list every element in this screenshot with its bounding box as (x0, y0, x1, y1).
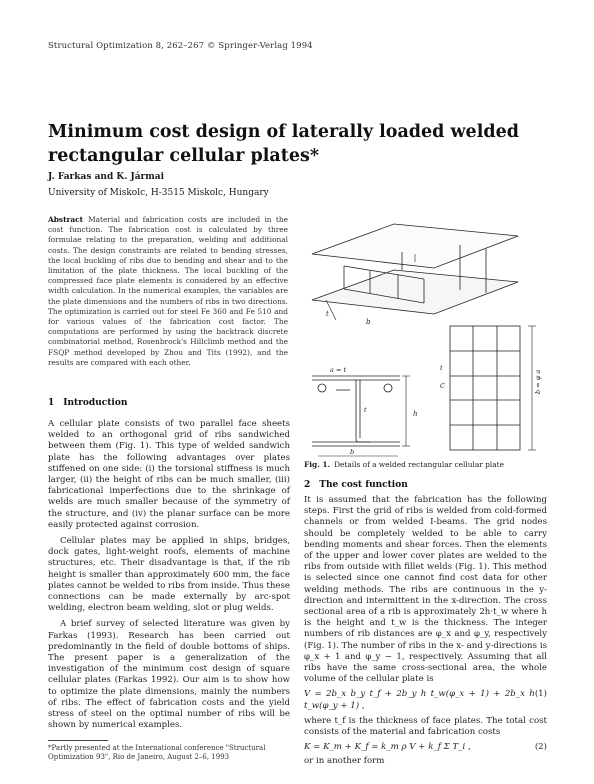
fig-label-h: h (413, 410, 418, 418)
section-2-after-eq2: or in another form (304, 756, 385, 767)
equation-2-number: (2) (534, 742, 547, 753)
section-1-title: Introduction (63, 398, 128, 408)
fig-label-tf: t (326, 310, 329, 318)
footnote-rule (48, 740, 108, 741)
fig-label-by: b (350, 448, 355, 456)
abstract-text: Material and fabrication costs are included in the cost function. The fabrication cost is calculated by three formulae relating to the preparation, welding and additional costs. The design constraints are related to bending stresses, the local buckling of ribs due to bending and shear and to the limitation of the plate thickness. The local buckling of the compressed face plate elements is considered by an effective width calculation. In the numerical examples, the variables are the plate dimensions and the numbers of ribs in two directions. The optimization is carried out for steel Fe 360 and Fe 510 and for various values of the fabrication cost factor. The computations are performed by using the backtrack discrete combinatorial method, Rosenbrock's Hillclimb method and the FSQP method developed by Zhou and Tits (1992), and the results are compared with each other. (48, 215, 288, 367)
journal-header: Structural Optimization 8, 262–267 © Springer-Verlag 1994 (48, 41, 313, 51)
figure-caption-label: Fig. 1. (304, 460, 331, 469)
section-2-number: 2 (304, 480, 311, 490)
section-1-number: 1 (48, 398, 55, 408)
figure-caption-text: Details of a welded rectangular cellular plate (334, 460, 504, 469)
section-1-paragraph: Cellular plates may be applied in ships, bridges, dock gates, light-weight roofs, elements of machine structures, etc. Their disadvantage is that, if the rib height is smaller than approximately 600 mm, the face plates cannot be welded to ribs from inside. Thus these connections can be made externally by arc-spot welding, electron beam welding, slot or plug welds. (48, 536, 290, 614)
fig-label-c: C (440, 382, 445, 390)
section-2-body (304, 495, 547, 768)
paper-title: Minimum cost design of laterally loaded welded rectangular cellular plates* (48, 122, 519, 166)
section-1-paragraph: A brief survey of selected literature was given by Farkas (1993). Research has been carried out predominantly in the field of double bottoms of ships. The present paper is a generalization of the investigation of the minimum cost design of square cellular plates (Farkas 1992). Our aim is to show how to optimize the plate dimensions, mainly the numbers of ribs. The effect of fabrication costs and the yield stress of steel on the optimal number of ribs will be shown by numerical examples. (48, 619, 290, 731)
rib-cross-section (312, 376, 410, 456)
section-1-paragraph: A cellular plate consists of two parallel face sheets welded to an orthogonal grid of ribs sandwiched between them (Fig. 1). This type of welded sandwich plate has the following advantages over plates stiffened on one side: (i) the torsional stiffness is much larger, (ii) the height of ribs can be much smaller, (iii) fabricational imperfections due to the shrinkage of welds are much smaller because of the symmetry of the structure, and (iv) the planar surface can be more easily protected against corrosion. (48, 419, 290, 530)
authors: J. Farkas and K. Jármai (48, 172, 165, 182)
section-1-heading (48, 398, 127, 408)
equation-1: V = 2b_x b_y t_f + 2b_y h t_w(φ_x + 1) + 2b_x h t_w(φ_y + 1) , (304, 689, 535, 711)
fig-label-b: b (366, 318, 371, 326)
plan-grid (450, 326, 536, 450)
section-2-paragraph: It is assumed that the fabrication has the following steps. First the grid of ribs is welded from cold-formed channels or from welded I-beams. The grid nodes should be completely welded to be able to carry bending moments and shear forces. Then the elements of the upper and lower cover plates are welded to the ribs from outside with fillet welds (Fig. 1). This method is selected since one cannot find cost data for other welding methods. The ribs are continuous in the y-direction and intermittent in the x-direction. The cross sectional area of a rib is approximately 2h·t_w where h is the height and t_w is the thickness. The integer numbers of rib distances are φ_x and φ_y, respectively (Fig. 1). The number of ribs in the x- and y-directions is φ_x + 1 and φ_y − 1, respectively. Assuming that all ribs have the same cross-sectional area, the whole volume of the cellular plate is (304, 495, 547, 685)
fig-label-ty: t (440, 364, 443, 372)
section-2-after-eq1: where t_f is the thickness of face plates. The total cost consists of the material and fabrication costs (304, 715, 547, 738)
fig-label-a: a = t (330, 366, 347, 374)
affiliation: University of Miskolc, H-3515 Miskolc, Hungary (48, 188, 269, 198)
equation-2: K = K_m + K_f = k_m ρ V + k_f Σ T_i , (304, 742, 471, 753)
abstract-label: Abstract (48, 215, 84, 224)
equation-1-number: (1) (534, 689, 547, 700)
equation-1-row (304, 689, 547, 711)
section-1-body (48, 419, 290, 731)
footnote: *Partly presented at the International conference "Structural Optimization 93", Rio de Janeiro, August 2–6, 1993 (48, 744, 266, 761)
section-2-heading (304, 480, 408, 490)
section-2-title: The cost function (319, 480, 408, 490)
figure-caption (304, 460, 554, 469)
bottom-plate (312, 270, 518, 314)
equation-2-row (304, 742, 547, 753)
fig-label-side-dim: b = φ a (534, 369, 542, 394)
fig-label-tw: t (364, 406, 367, 414)
